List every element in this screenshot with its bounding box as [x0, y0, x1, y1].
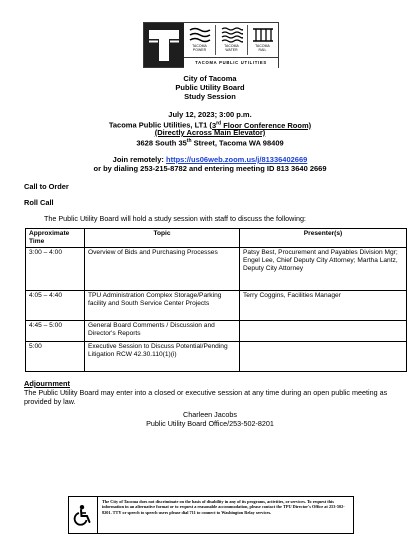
signature-office: Public Utility Board Office/253-502-8201 [146, 419, 274, 428]
accessibility-text: The City of Tacoma does not discriminate on the basis of disability in any of its programs, activities, or services. To request this information in an alternative format or to request a reasonable accommodation, please contact the TPU Director's Office at 253-502-8201. TTY or speech to speech users please dial 711 to connect to Washington Relay services. [102, 499, 345, 515]
logo-t-block [144, 23, 184, 67]
row-presenter [240, 342, 407, 372]
row-presenter [240, 321, 407, 342]
location-floor-rest: Floor Conference Room) [221, 120, 312, 130]
row-time: 4:45 – 5:00 [26, 321, 85, 342]
row-presenter: Patsy Best, Procurement and Payables Division Mgr; Engel Lee, Chief Deputy City Attorney; Martha Lantz, Deputy City Attorney [240, 248, 407, 291]
meeting-datetime: July 12, 2023; 3:00 p.m. [168, 110, 252, 119]
logo-division-line2: POWER [192, 48, 207, 52]
location-prefix: Tacoma Public Utilities, LT1 ( [108, 120, 212, 130]
accessibility-icon-cell [69, 497, 98, 533]
table-row [26, 342, 407, 372]
roll-call-heading: Roll Call [24, 198, 54, 207]
power-waves-icon [189, 26, 211, 44]
address-num: 3628 South 35 [136, 138, 187, 148]
header-presenters: Presenter(s) [240, 229, 407, 248]
wheelchair-icon [73, 504, 93, 526]
row-time: 3:00 – 4:00 [26, 248, 85, 291]
logo-division-line1: TACOMA [224, 44, 239, 48]
logo-division-water [216, 23, 247, 57]
logo-t-mark [147, 26, 181, 64]
call-to-order-heading: Call to Order [24, 182, 69, 191]
logo-division-rail [247, 23, 278, 57]
rail-tracks-icon [252, 26, 274, 44]
row-presenter: Terry Coggins, Facilities Manager [240, 291, 407, 321]
row-topic: General Board Comments / Discussion and Director's Reports [85, 321, 240, 342]
logo-division-line2: RAIL [258, 48, 267, 52]
logo-division-line1: TACOMA [192, 44, 207, 48]
header-topic: Topic [85, 229, 240, 248]
location-floor-sup: rd [216, 120, 222, 126]
table-row [26, 248, 407, 291]
logo-divisions [184, 23, 278, 57]
agenda-table [25, 228, 407, 372]
logo-bar-text: TACOMA PUBLIC UTILITIES [184, 57, 278, 68]
row-time: 5:00 [26, 342, 85, 372]
address-rest: Street, Tacoma WA 98409 [191, 138, 284, 148]
location-floor-num: 3 [211, 120, 217, 130]
signature-name: Charleen Jacobs [183, 410, 237, 419]
tacoma-public-utilities-logo [143, 22, 279, 68]
remote-join [0, 155, 420, 164]
agenda-header-row [26, 229, 407, 248]
water-waves-icon [221, 26, 243, 44]
accessibility-notice [68, 496, 354, 534]
table-row [26, 321, 407, 342]
table-row [26, 291, 407, 321]
remote-label: Join remotely: [112, 155, 167, 164]
meeting-type: Study Session [184, 92, 236, 101]
org-name: City of Tacoma [183, 74, 237, 83]
board-name: Public Utility Board [175, 83, 245, 92]
adjournment-text: The Public Utility Board may enter into a closed or executive session at any time during an open public meeting as provided by law. [24, 388, 388, 406]
row-topic: Overview of Bids and Purchasing Processes [85, 248, 240, 291]
logo-division-line2: WATER [225, 48, 238, 52]
adjournment-heading: Adjournment [24, 379, 70, 388]
zoom-link[interactable]: https://us06web.zoom.us/j/81336402669 [166, 155, 308, 164]
address-sup: th [186, 138, 192, 144]
logo-division-line1: TACOMA [255, 44, 270, 48]
row-topic: Executive Session to Discuss Potential/Pending Litigation RCW 42.30.110(1)(i) [85, 342, 240, 372]
meeting-address [0, 137, 420, 148]
study-session-intro: The Public Utility Board will hold a study session with staff to discuss the following: [44, 214, 306, 223]
row-time: 4:05 – 4:40 [26, 291, 85, 321]
dial-in-text: or by dialing 253-215-8782 and entering meeting ID 813 3640 2669 [93, 164, 327, 173]
row-topic: TPU Administration Complex Storage/Parking facility and South Service Center Projects [85, 291, 240, 321]
logo-division-power [184, 23, 215, 57]
location-note: (Directly Across Main Elevator) [154, 128, 266, 137]
header-time: Approximate Time [26, 229, 85, 248]
